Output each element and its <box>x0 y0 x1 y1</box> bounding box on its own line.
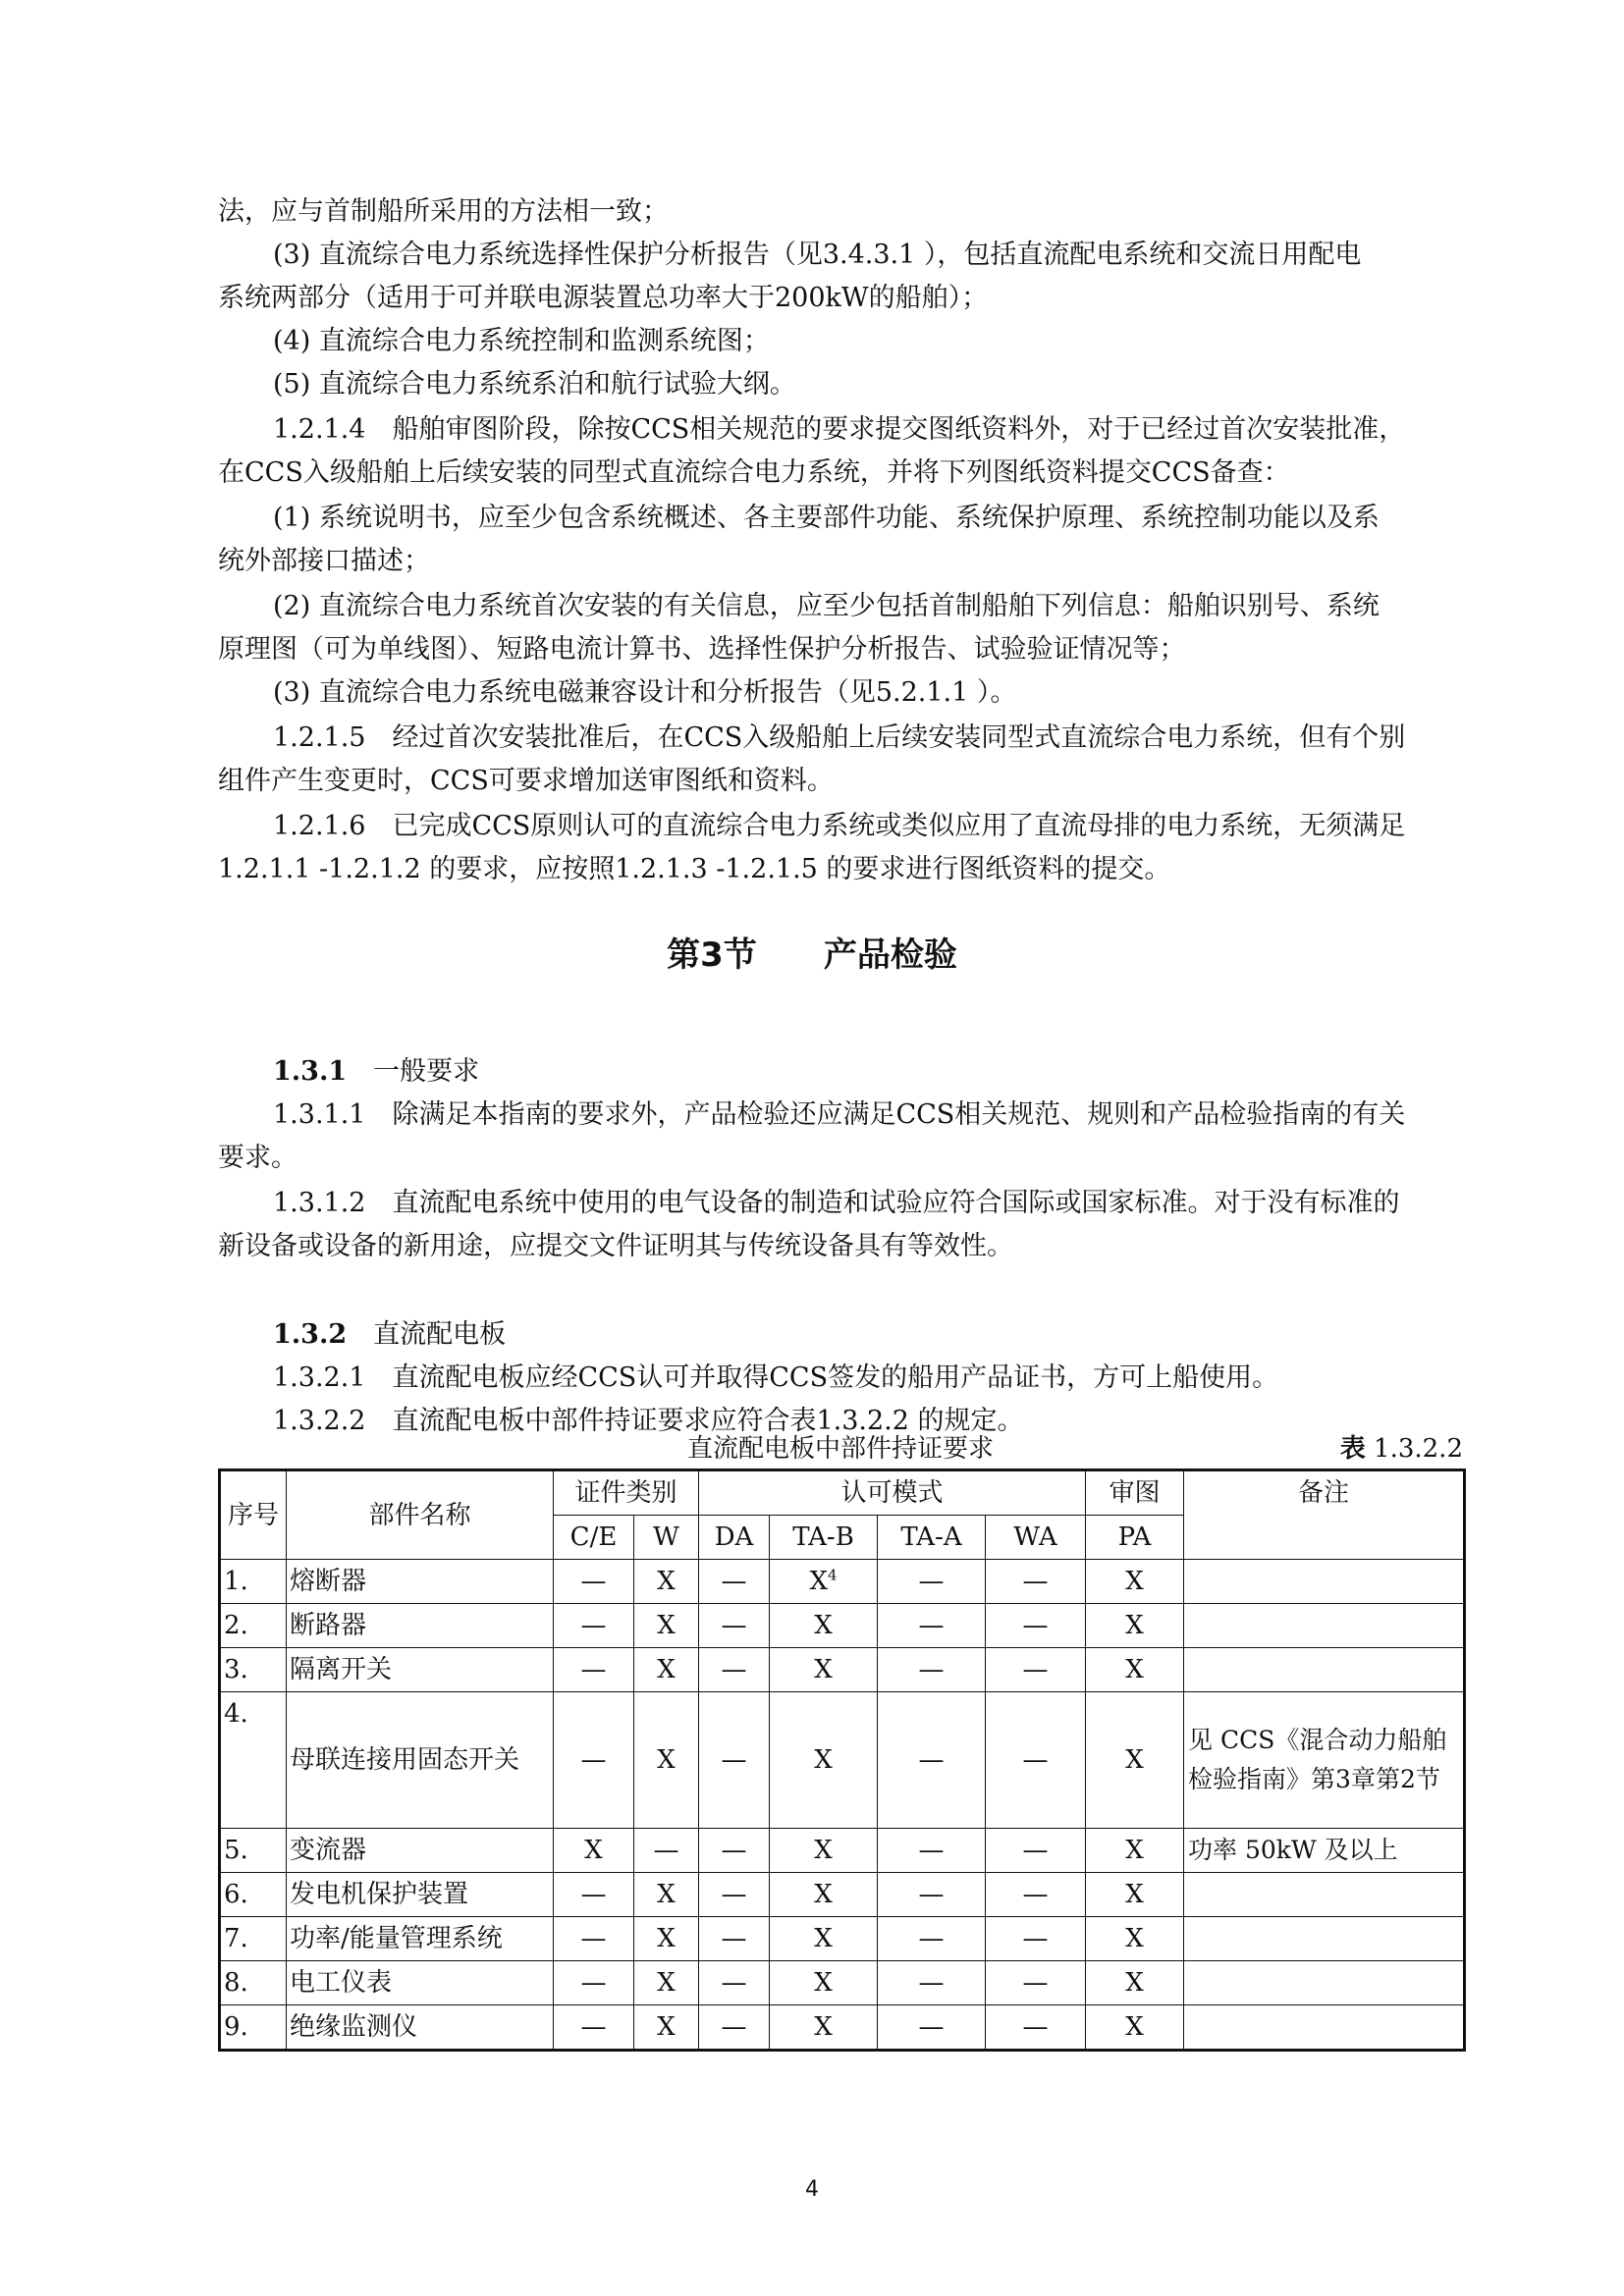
cell-da: — <box>699 1648 770 1692</box>
table-row <box>220 2005 1465 2051</box>
table-row <box>220 1829 1465 1873</box>
section-title: 产品检验 <box>823 935 957 975</box>
cell-pa: X <box>1086 1560 1184 1604</box>
cell-w: X <box>634 1560 699 1604</box>
text-line: (4) 直流综合电力系统控制和监测系统图； <box>273 326 770 356</box>
part-name: 断路器 <box>287 1604 554 1648</box>
part-name: 熔断器 <box>287 1560 554 1604</box>
subsection-title: 直流配电板 <box>373 1319 507 1350</box>
cell-ce: — <box>554 1560 634 1604</box>
cell-tab: X <box>770 2005 878 2051</box>
row-number: 2. <box>220 1604 287 1648</box>
row-number: 8. <box>220 1961 287 2005</box>
header-ce: C/E <box>554 1516 634 1560</box>
remark <box>1184 1961 1465 2005</box>
cell-wa: — <box>986 1917 1086 1961</box>
row-number: 3. <box>220 1648 287 1692</box>
section-heading <box>0 931 1624 980</box>
cell-ce: — <box>554 1917 634 1961</box>
cell-taa: — <box>878 1829 986 1873</box>
cell-w: X <box>634 1648 699 1692</box>
cell-wa: — <box>986 1873 1086 1917</box>
remark <box>1184 2005 1465 2051</box>
cell-w: — <box>634 1829 699 1873</box>
text-line: (3) 直流综合电力系统选择性保护分析报告（见3.4.3.1 ），包括直流配电系统和交流日用配电 <box>273 240 1362 270</box>
cell-da: — <box>699 1560 770 1604</box>
text-line: 1.3.1.2 直流配电系统中使用的电气设备的制造和试验应符合国际或国家标准。对于没有标准的 <box>273 1188 1400 1218</box>
cell-wa: — <box>986 1648 1086 1692</box>
cell-wa: — <box>986 1604 1086 1648</box>
text-line: (3) 直流综合电力系统电磁兼容设计和分析报告（见5.2.1.1 ）。 <box>273 677 1017 708</box>
text-line: 统外部接口描述； <box>218 546 430 576</box>
table-row <box>220 1560 1465 1604</box>
cell-ce: — <box>554 1648 634 1692</box>
cell-wa: — <box>986 1692 1086 1829</box>
text-line: (5) 直流综合电力系统系泊和航行试验大纲。 <box>273 369 796 400</box>
part-name: 变流器 <box>287 1829 554 1873</box>
header-pa: PA <box>1086 1516 1184 1560</box>
text-line: 1.2.1.6 已完成CCS原则认可的直流综合电力系统或类似应用了直流母排的电力系统，无须满足 <box>273 811 1406 841</box>
cell-da: — <box>699 1873 770 1917</box>
cell-w: X <box>634 1917 699 1961</box>
cell-w: X <box>634 1604 699 1648</box>
cell-tab: X <box>770 1604 878 1648</box>
cell-da: — <box>699 1604 770 1648</box>
part-name: 功率/能量管理系统 <box>287 1917 554 1961</box>
row-number: 7. <box>220 1917 287 1961</box>
text-line: 1.2.1.4 船舶审图阶段，除按CCS相关规范的要求提交图纸资料外，对于已经过首次安装批准， <box>273 414 1406 445</box>
part-name: 隔离开关 <box>287 1648 554 1692</box>
text-line: (1) 系统说明书，应至少包含系统概述、各主要部件功能、系统保护原理、系统控制功能以及系 <box>273 503 1380 533</box>
cell-pa: X <box>1086 1692 1184 1829</box>
table-title: 直流配电板中部件持证要求 <box>686 1434 994 1464</box>
header-wa: WA <box>986 1516 1086 1560</box>
text-line: 1.2.1.5 经过首次安装批准后，在CCS入级船舶上后续安装同型式直流综合电力系统，但有个别 <box>273 722 1406 753</box>
row-number: 9. <box>220 2005 287 2051</box>
header-w: W <box>634 1516 699 1560</box>
subsection-heading-1-3-1 <box>273 1052 1463 1092</box>
text-line: 组件产生变更时，CCS可要求增加送审图纸和资料。 <box>218 766 834 796</box>
remark <box>1184 1604 1465 1648</box>
cell-ce: — <box>554 1961 634 2005</box>
part-name: 电工仪表 <box>287 1961 554 2005</box>
table-row <box>220 1604 1465 1648</box>
part-name: 母联连接用固态开关 <box>287 1692 554 1829</box>
header-seq: 序号 <box>220 1470 287 1560</box>
header-approval-mode: 认可模式 <box>699 1470 1086 1516</box>
table-row <box>220 1873 1465 1917</box>
cell-ce: — <box>554 2005 634 2051</box>
cell-taa: — <box>878 1692 986 1829</box>
cell-ce: — <box>554 1604 634 1648</box>
cell-pa: X <box>1086 1604 1184 1648</box>
row-number: 5. <box>220 1829 287 1873</box>
cell-wa: — <box>986 1961 1086 2005</box>
remark <box>1184 1917 1465 1961</box>
table-body <box>220 1560 1465 2051</box>
header-cert-type: 证件类别 <box>554 1470 699 1516</box>
cell-tab <box>770 1560 878 1604</box>
cell-tab: X <box>770 1829 878 1873</box>
part-name: 发电机保护装置 <box>287 1873 554 1917</box>
cell-wa: — <box>986 1560 1086 1604</box>
header-remarks: 备注 <box>1184 1470 1465 1560</box>
remark: 见 CCS《混合动力船舶检验指南》第3章第2节 <box>1184 1692 1465 1829</box>
cell-taa: — <box>878 1604 986 1648</box>
text-line: 1.3.1.1 除满足本指南的要求外，产品检验还应满足CCS相关规范、规则和产品检验指南的有关 <box>273 1099 1406 1130</box>
row-number: 6. <box>220 1873 287 1917</box>
table-row <box>220 1692 1465 1829</box>
cell-tab: X <box>770 1692 878 1829</box>
part-name: 绝缘监测仪 <box>287 2005 554 2051</box>
table-row <box>220 1648 1465 1692</box>
text-line: 1.2.1.1 -1.2.1.2 的要求，应按照1.2.1.3 -1.2.1.5 的要求进行图纸资料的提交。 <box>218 854 1171 884</box>
subsection-heading-1-3-2 <box>273 1315 1463 1355</box>
parts-cert-table <box>218 1468 1466 2052</box>
text-line: (2) 直流综合电力系统首次安装的有关信息，应至少包括首制船舶下列信息：船舶识别号、系统 <box>273 591 1380 621</box>
cell-wa: — <box>986 2005 1086 2051</box>
page-number: 4 <box>805 2177 819 2202</box>
cell-da: — <box>699 1692 770 1829</box>
cell-ce: — <box>554 1873 634 1917</box>
footnote-mark: 4 <box>828 1566 838 1584</box>
cell-w: X <box>634 1873 699 1917</box>
cell-w: X <box>634 1692 699 1829</box>
text-line: 原理图（可为单线图）、短路电流计算书、选择性保护分析报告、试验验证情况等； <box>218 634 1186 665</box>
cell-tab: X <box>770 1648 878 1692</box>
cell-tab: X <box>770 1917 878 1961</box>
header-name: 部件名称 <box>287 1470 554 1560</box>
remark <box>1184 1873 1465 1917</box>
header-review: 审图 <box>1086 1470 1184 1516</box>
header-taa: TA-A <box>878 1516 986 1560</box>
cell-w: X <box>634 1961 699 2005</box>
header-tab: TA-B <box>770 1516 878 1560</box>
cell-tab: X <box>770 1873 878 1917</box>
row-number: 1. <box>220 1560 287 1604</box>
cell-taa: — <box>878 1917 986 1961</box>
cell-tab: X <box>770 1961 878 2005</box>
text-line: 新设备或设备的新用途，应提交文件证明其与传统设备具有等效性。 <box>218 1231 1013 1261</box>
table-number <box>1340 1431 1463 1467</box>
text-line: 系统两部分（适用于可并联电源装置总功率大于200kW的船舶）； <box>218 283 989 313</box>
cell-value: X <box>809 1567 828 1596</box>
table-row <box>220 1961 1465 2005</box>
text-line: 1.3.2.2 直流配电板中部件持证要求应符合表1.3.2.2 的规定。 <box>273 1406 1024 1436</box>
cell-w: X <box>634 2005 699 2051</box>
cell-da: — <box>699 1961 770 2005</box>
remark <box>1184 1648 1465 1692</box>
table-number-value: 1.3.2.2 <box>1374 1434 1463 1464</box>
cell-da: — <box>699 1917 770 1961</box>
header-da: DA <box>699 1516 770 1560</box>
remark: 功率 50kW 及以上 <box>1184 1829 1465 1873</box>
text-line: 1.3.2.1 直流配电板应经CCS认可并取得CCS签发的船用产品证书，方可上船使用。 <box>273 1362 1279 1393</box>
cell-taa: — <box>878 1560 986 1604</box>
cell-pa: X <box>1086 1917 1184 1961</box>
table-row <box>220 1917 1465 1961</box>
cell-pa: X <box>1086 1829 1184 1873</box>
cell-taa: — <box>878 2005 986 2051</box>
text-line: 在CCS入级船舶上后续安装的同型式直流综合电力系统，并将下列图纸资料提交CCS备查： <box>218 457 1290 488</box>
cell-taa: — <box>878 1873 986 1917</box>
section-number: 第3节 <box>667 935 757 975</box>
cell-wa: — <box>986 1829 1086 1873</box>
cell-taa: — <box>878 1961 986 2005</box>
cell-pa: X <box>1086 1873 1184 1917</box>
remark <box>1184 1560 1465 1604</box>
cell-ce: — <box>554 1692 634 1829</box>
cell-pa: X <box>1086 2005 1184 2051</box>
table-header-row <box>220 1470 1465 1516</box>
cell-da: — <box>699 1829 770 1873</box>
subsection-title: 一般要求 <box>373 1056 480 1087</box>
text-line: 法，应与首制船所采用的方法相一致； <box>218 196 669 227</box>
cell-da: — <box>699 2005 770 2051</box>
table-caption <box>218 1431 1463 1467</box>
table-label: 表 <box>1339 1434 1366 1464</box>
subsection-number: 1.3.2 <box>273 1319 348 1350</box>
row-number: 4. <box>220 1692 287 1829</box>
cell-pa: X <box>1086 1648 1184 1692</box>
cell-ce: X <box>554 1829 634 1873</box>
text-line: 要求。 <box>218 1143 298 1173</box>
cell-pa: X <box>1086 1961 1184 2005</box>
cell-taa: — <box>878 1648 986 1692</box>
subsection-number: 1.3.1 <box>273 1056 348 1087</box>
